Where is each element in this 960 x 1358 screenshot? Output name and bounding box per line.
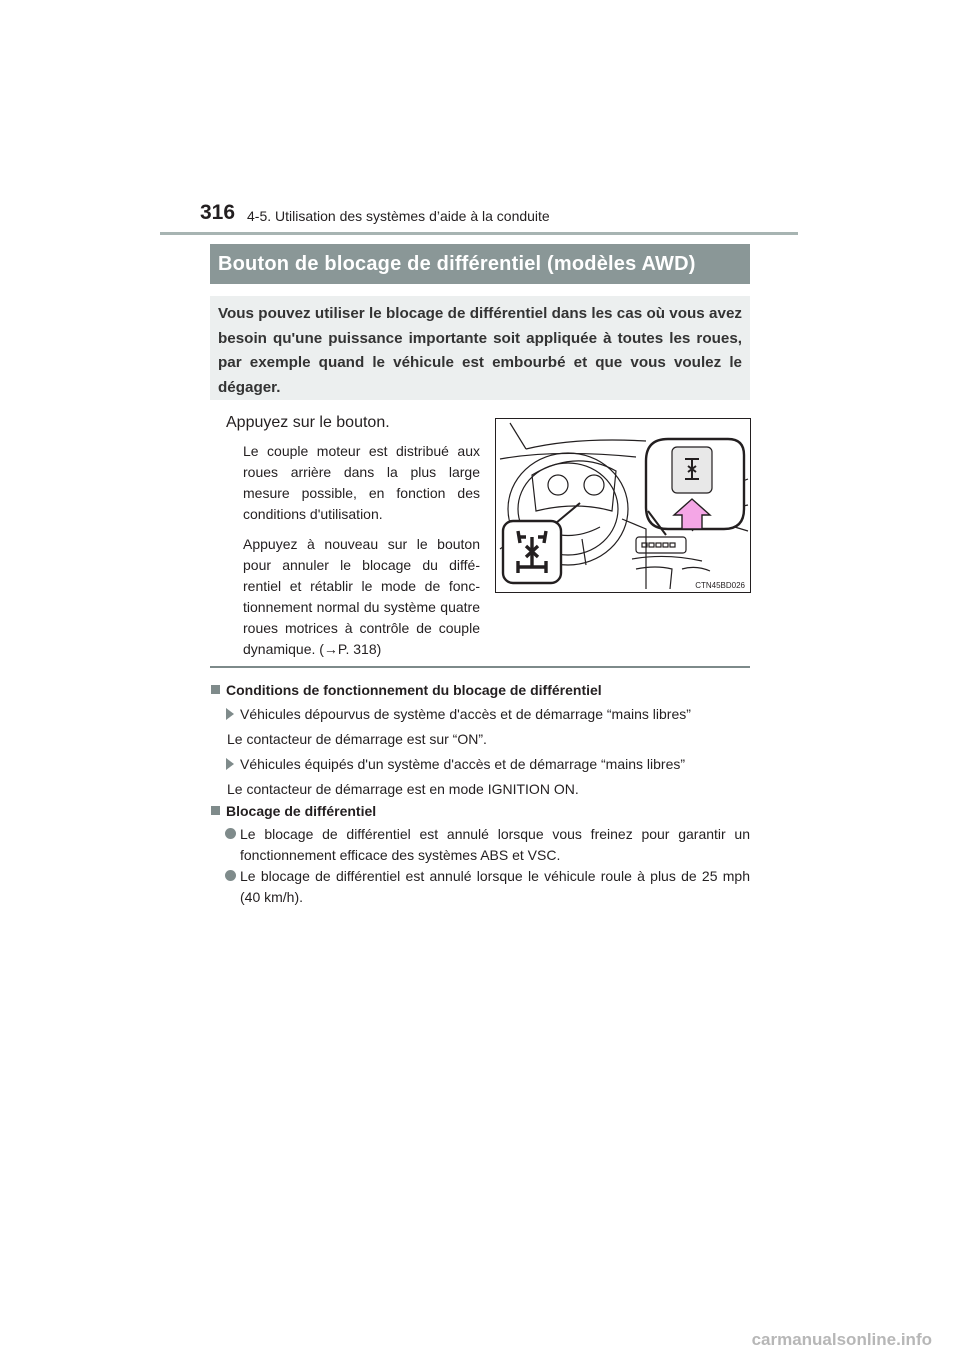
condition-label: Véhicules dépourvus de système d'accès et de démarrage “mains libres” xyxy=(226,704,691,725)
header-rule xyxy=(160,232,798,235)
page-number: 316 xyxy=(200,201,236,224)
switch-callout xyxy=(646,439,744,535)
condition-label: Véhicules équipés d'un système d'accès et de démarrage “mains libres” xyxy=(226,754,685,775)
section-title: 4-5. Utilisation des systèmes d’aide à la conduite xyxy=(247,208,550,224)
dashboard-illustration xyxy=(495,418,751,593)
lock-heading: Blocage de différentiel xyxy=(211,803,376,819)
figure-code: CTN45BD026 xyxy=(695,581,745,590)
square-bullet-icon xyxy=(211,685,220,694)
conditions-heading: Conditions de fonctionnement du blocage de différentiel xyxy=(211,682,602,698)
round-bullet-icon xyxy=(225,828,236,839)
condition-text: Le contacteur de démarrage est en mode IGNITION ON. xyxy=(227,781,579,797)
differential-lock-icon xyxy=(503,503,580,583)
triangle-bullet-icon xyxy=(226,708,234,720)
square-bullet-icon xyxy=(211,806,220,815)
section-divider xyxy=(210,666,750,668)
instruction-notes xyxy=(243,441,480,669)
condition-text: Le contacteur de démarrage est sur “ON”. xyxy=(227,731,487,747)
note-paragraph: Le couple moteur est distribué aux roues arrière dans la plus large mesure possible, en fonction des conditions d'utilisation. xyxy=(243,443,480,522)
list-item: Le blocage de différentiel est annulé lorsque le véhicule roule à plus de 25 mph (40 km/h). xyxy=(225,866,750,908)
page-title: Bouton de blocage de différentiel (modèles AWD) xyxy=(210,244,750,284)
round-bullet-icon xyxy=(225,870,236,881)
dashboard-drawing xyxy=(496,419,750,592)
triangle-bullet-icon xyxy=(226,758,234,770)
watermark: carmanualsonline.info xyxy=(751,1330,932,1349)
instruction: Appuyez sur le bouton. xyxy=(226,414,390,431)
list-item: Le blocage de différentiel est annulé lorsque vous freinez pour garantir un fonctionnement efficace des systèmes ABS et VSC. xyxy=(225,824,750,866)
intro-box: Vous pouvez utiliser le blocage de différentiel dans les cas où vous avez besoin qu'une puissance importante soit appliquée à toutes les roues, par exemple quand le véhicule est embourbé et que vous voulez le dégager. xyxy=(210,296,750,400)
note-paragraph: Appuyez à nouveau sur le bouton pour annuler le blocage du diffé-rentiel et rétablir le mode de fonc-tionnement normal du système quatre roues motrices à contrôle de couple dynamique. (→P. 318) xyxy=(243,536,480,657)
